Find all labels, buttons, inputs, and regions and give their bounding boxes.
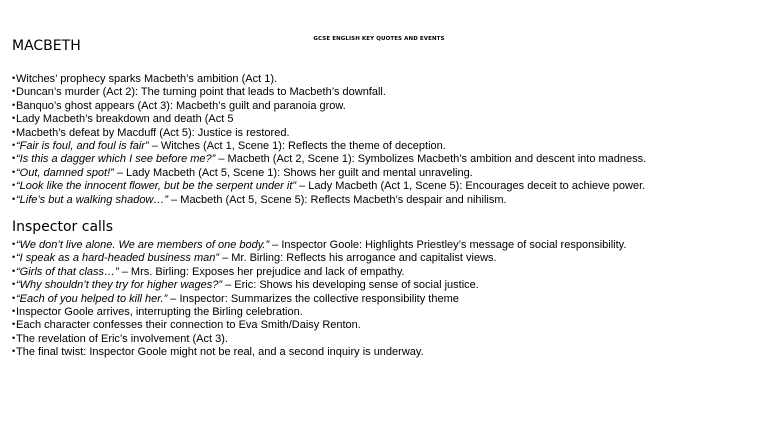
list-item — [12, 252, 626, 265]
list-item-content — [16, 346, 424, 359]
list-item-quote: “Each of you helped to kill her.” — [16, 292, 168, 305]
list-item-content — [16, 306, 303, 319]
bullet-icon: • — [12, 332, 16, 343]
bullet-icon: • — [12, 292, 16, 303]
list-item-text: Macbeth’s defeat by Macduff (Act 5): Justice is restored. — [16, 126, 290, 139]
list-item — [12, 333, 626, 346]
list-item-quote: “Out, damned spot!” — [16, 166, 114, 179]
list-item-quote: “Is this a dagger which I see before me?” — [16, 153, 216, 166]
list-item-content — [16, 333, 228, 346]
list-item-text: The final twist: Inspector Goole might not be real, and a second inquiry is underway. — [16, 346, 424, 359]
list-item-content — [16, 167, 473, 180]
list-item-content — [16, 239, 626, 252]
list-item — [12, 100, 646, 113]
bullet-icon: • — [12, 140, 16, 151]
list-item-text: Witches’ prophecy sparks Macbeth’s ambition (Act 1). — [16, 73, 278, 85]
list-item — [12, 86, 646, 99]
list-item-content — [16, 266, 405, 279]
list-item-content — [16, 293, 459, 306]
list-item-text: Duncan’s murder (Act 2): The turning point that leads to Macbeth’s downfall. — [16, 86, 386, 99]
list-item-text: – Witches (Act 1, Scene 1): Reflects the theme of deception. — [148, 140, 446, 153]
list-item-text: – Mr. Birling: Reflects his arrogance and capitalist views. — [219, 252, 497, 265]
bullet-icon: • — [12, 252, 16, 263]
list-item-quote: “I speak as a hard-headed business man” — [16, 252, 220, 265]
list-item-content — [16, 279, 479, 292]
list-item — [12, 153, 646, 166]
list-item — [12, 73, 646, 86]
list-item — [12, 306, 626, 319]
list-item-content — [16, 252, 497, 265]
list-item-content — [16, 319, 361, 332]
list-item-text: Inspector Goole arrives, interrupting the Birling celebration. — [16, 306, 303, 319]
bullet-icon: • — [12, 239, 16, 249]
list-item — [12, 346, 626, 359]
list-item — [12, 113, 646, 126]
list-item-quote: “Girls of that class…” — [16, 265, 119, 278]
bullet-icon: • — [12, 279, 16, 290]
bullet-icon: • — [12, 306, 16, 317]
bullet-icon: • — [12, 99, 16, 110]
list-item-content — [16, 113, 234, 126]
inspector-calls-list — [12, 239, 626, 360]
list-item-text: – Inspector: Summarizes the collective responsibility theme — [167, 292, 459, 305]
list-item — [12, 127, 646, 140]
list-item-quote: “We don’t live alone. We are members of one body.” — [16, 239, 270, 251]
list-item-text: – Macbeth (Act 5, Scene 5): Reflects Macbeth’s despair and nihilism. — [168, 193, 507, 206]
macbeth-heading: MACBETH — [12, 38, 81, 54]
list-item — [12, 319, 626, 332]
list-item — [12, 194, 646, 207]
bullet-icon: • — [12, 126, 16, 137]
list-item-content — [16, 194, 507, 207]
bullet-icon: • — [12, 193, 16, 204]
bullet-icon: • — [12, 180, 16, 191]
list-item-text: The revelation of Eric’s involvement (Act 3). — [16, 332, 228, 345]
bullet-icon: • — [12, 346, 16, 357]
bullet-icon: • — [12, 86, 16, 97]
bullet-icon: • — [12, 113, 16, 124]
list-item-text: – Lady Macbeth (Act 5, Scene 1): Shows her guilt and mental unraveling. — [113, 166, 473, 179]
list-item-content — [16, 86, 386, 99]
list-item-content — [16, 180, 645, 193]
list-item-content — [16, 100, 346, 113]
list-item — [12, 293, 626, 306]
list-item-content — [16, 153, 646, 166]
bullet-icon: • — [12, 166, 16, 177]
list-item-text: – Inspector Goole: Highlights Priestley’s message of social responsibility. — [269, 239, 627, 251]
list-item-content — [16, 140, 446, 153]
list-item-quote: “Why shouldn’t they try for higher wages?” — [16, 279, 223, 292]
list-item-text: – Macbeth (Act 2, Scene 1): Symbolizes Macbeth’s ambition and descent into madness. — [215, 153, 647, 166]
list-item-text: – Lady Macbeth (Act 1, Scene 5): Encourages deceit to achieve power. — [296, 180, 646, 193]
page-header-title: GCSE ENGLISH KEY QUOTES AND EVENTS — [313, 36, 445, 42]
list-item-text: Banquo’s ghost appears (Act 3): Macbeth’s guilt and paranoia grow. — [16, 99, 346, 112]
list-item — [12, 266, 626, 279]
page-header — [0, 36, 758, 42]
bullet-icon: • — [12, 73, 16, 83]
list-item — [12, 279, 626, 292]
list-item-content — [16, 127, 290, 140]
list-item — [12, 180, 646, 193]
inspector-calls-heading: Inspector calls — [12, 219, 114, 235]
bullet-icon: • — [12, 265, 16, 276]
list-item-text: – Eric: Shows his developing sense of social justice. — [222, 279, 479, 292]
bullet-icon: • — [12, 153, 16, 164]
list-item-content — [16, 73, 277, 86]
macbeth-list — [12, 73, 646, 207]
list-item-quote: “Life’s but a walking shadow…” — [16, 193, 169, 206]
list-item-text: – Mrs. Birling: Exposes her prejudice and lack of empathy. — [118, 265, 405, 278]
list-item — [12, 167, 646, 180]
list-item-text: Lady Macbeth’s breakdown and death (Act 5 — [16, 113, 234, 126]
list-item-quote: “Look like the innocent flower, but be the serpent under it” — [16, 180, 297, 193]
list-item — [12, 140, 646, 153]
list-item-quote: “Fair is foul, and foul is fair” — [16, 140, 149, 153]
list-item-text: Each character confesses their connection to Eva Smith/Daisy Renton. — [16, 319, 361, 332]
list-item — [12, 239, 626, 252]
bullet-icon: • — [12, 319, 16, 330]
